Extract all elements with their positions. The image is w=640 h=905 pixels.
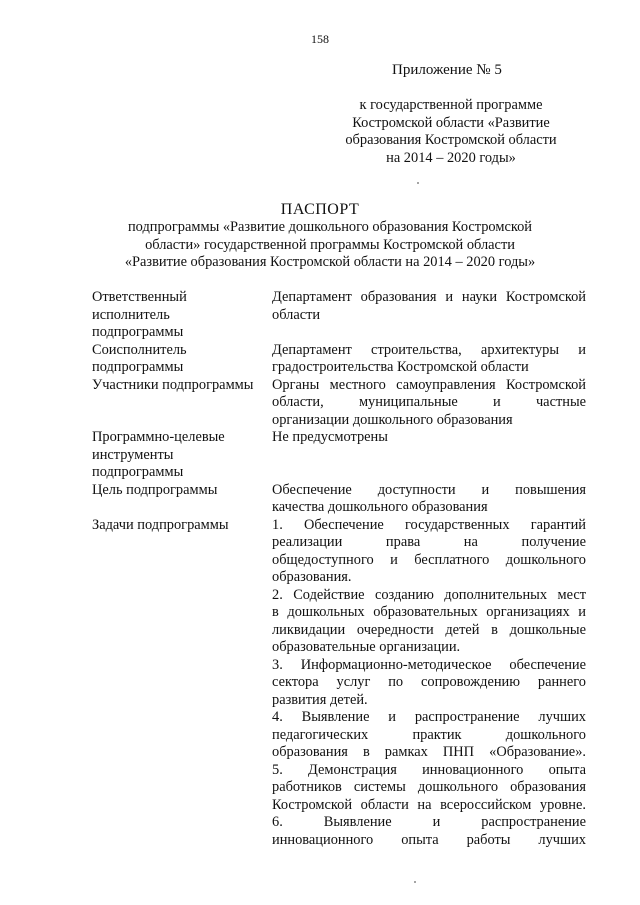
passport-subtitle bbox=[60, 219, 600, 272]
row-value-line: сектора услуг по сопровождению раннего bbox=[272, 674, 586, 690]
row-value-line: 2. Содействие созданию дополнительных мест bbox=[272, 586, 586, 603]
row-label-line: инструменты bbox=[92, 446, 174, 463]
scan-speck bbox=[417, 182, 419, 184]
row-value-line: образования. bbox=[272, 569, 352, 585]
row-value-line: 3. Информационно-методическое обеспечение bbox=[272, 656, 586, 673]
row-value-line: Не предусмотрены bbox=[272, 429, 388, 445]
row-value-line: 1. Обеспечение государственных гарантий bbox=[272, 516, 586, 533]
row-value-line: образования в рамках ПНП «Образование». bbox=[272, 744, 586, 760]
row-label bbox=[92, 429, 272, 482]
table-row-participants bbox=[92, 377, 586, 430]
row-label-line: исполнитель bbox=[92, 306, 170, 323]
row-label-line: Участники подпрограммы bbox=[92, 376, 254, 393]
row-label-line: подпрограммы bbox=[92, 464, 184, 480]
row-value bbox=[272, 289, 586, 342]
table-row-goal bbox=[92, 482, 586, 517]
row-value-line: 6. Выявление и распространение bbox=[272, 814, 586, 830]
row-label-line: Задачи подпрограммы bbox=[92, 516, 229, 533]
row-value bbox=[272, 517, 586, 850]
appendix-subtitle-line: Костромской области «Развитие bbox=[352, 114, 550, 131]
row-value bbox=[272, 482, 586, 517]
row-value-line: области, муниципальные и частные bbox=[272, 394, 586, 410]
row-label bbox=[92, 377, 272, 430]
appendix-subtitle-line: на 2014 – 2020 годы» bbox=[386, 149, 516, 166]
row-value-line: Департамент строительства, архитектуры и bbox=[272, 341, 586, 358]
passport-subtitle-line: «Развитие образования Костромской области на 2014 – 2020 годы» bbox=[124, 254, 536, 270]
appendix-subtitle-line: образования Костромской области bbox=[345, 132, 557, 148]
page-number: 158 bbox=[311, 32, 329, 46]
row-value bbox=[272, 342, 586, 377]
table-row-responsible bbox=[92, 289, 586, 342]
appendix-title: Приложение № 5 bbox=[392, 62, 502, 78]
row-value-line: области bbox=[272, 306, 321, 323]
row-label-line: Соисполнитель bbox=[92, 341, 187, 358]
row-label bbox=[92, 342, 272, 377]
row-value bbox=[272, 429, 586, 482]
table-row-tasks bbox=[92, 517, 586, 850]
row-label-line: Цель подпрограммы bbox=[92, 481, 218, 498]
row-label-line: подпрограммы bbox=[92, 359, 184, 375]
row-value-line: Костромской области на всероссийском уровне. bbox=[272, 796, 586, 813]
row-value-line: 4. Выявление и распространение лучших bbox=[272, 709, 586, 725]
row-value-line: образовательные организации. bbox=[272, 639, 461, 655]
table-row-co-executor bbox=[92, 342, 586, 377]
row-value-line: 5. Демонстрация инновационного опыта bbox=[272, 761, 586, 778]
row-value-line: в дошкольных образовательных организациях и bbox=[272, 604, 586, 620]
row-value-line: развития детей. bbox=[272, 691, 368, 708]
table-row-instruments bbox=[92, 429, 586, 482]
passport-title: ПАСПОРТ bbox=[280, 201, 360, 218]
row-value-line: организации дошкольного образования bbox=[272, 411, 513, 428]
appendix-subtitle bbox=[318, 97, 584, 167]
row-value-line: работников системы дошкольного образования bbox=[272, 779, 586, 795]
row-value-line: инновационного опыта работы лучших bbox=[272, 831, 586, 848]
passport-subtitle-line: области» государственной программы Костромской области bbox=[145, 236, 515, 253]
row-value-line: реализации права на получение bbox=[272, 534, 586, 550]
scan-speck bbox=[414, 881, 416, 883]
row-label bbox=[92, 482, 272, 517]
row-value-line: общедоступного и бесплатного дошкольного bbox=[272, 551, 586, 568]
appendix-subtitle-line: к государственной программе bbox=[359, 97, 543, 113]
row-value-line: Обеспечение доступности и повышения bbox=[272, 481, 586, 498]
row-label bbox=[92, 517, 272, 850]
passport-table bbox=[92, 289, 586, 849]
row-value-line: педагогических практик дошкольного bbox=[272, 726, 586, 743]
row-value bbox=[272, 377, 586, 430]
row-label bbox=[92, 289, 272, 342]
row-value-line: ликвидации очередности детей в дошкольные bbox=[272, 621, 586, 638]
row-value-line: качества дошкольного образования bbox=[272, 499, 488, 515]
row-label-line: Программно-целевые bbox=[92, 429, 225, 445]
passport-subtitle-line: подпрограммы «Развитие дошкольного образования Костромской bbox=[127, 219, 532, 235]
row-value-line: Органы местного самоуправления Костромской bbox=[272, 376, 586, 393]
row-label-line: Ответственный bbox=[92, 289, 187, 305]
row-value-line: градостроительства Костромской области bbox=[272, 359, 529, 375]
row-value-line: Департамент образования и науки Костромской bbox=[272, 289, 586, 305]
row-label-line: подпрограммы bbox=[92, 324, 184, 340]
